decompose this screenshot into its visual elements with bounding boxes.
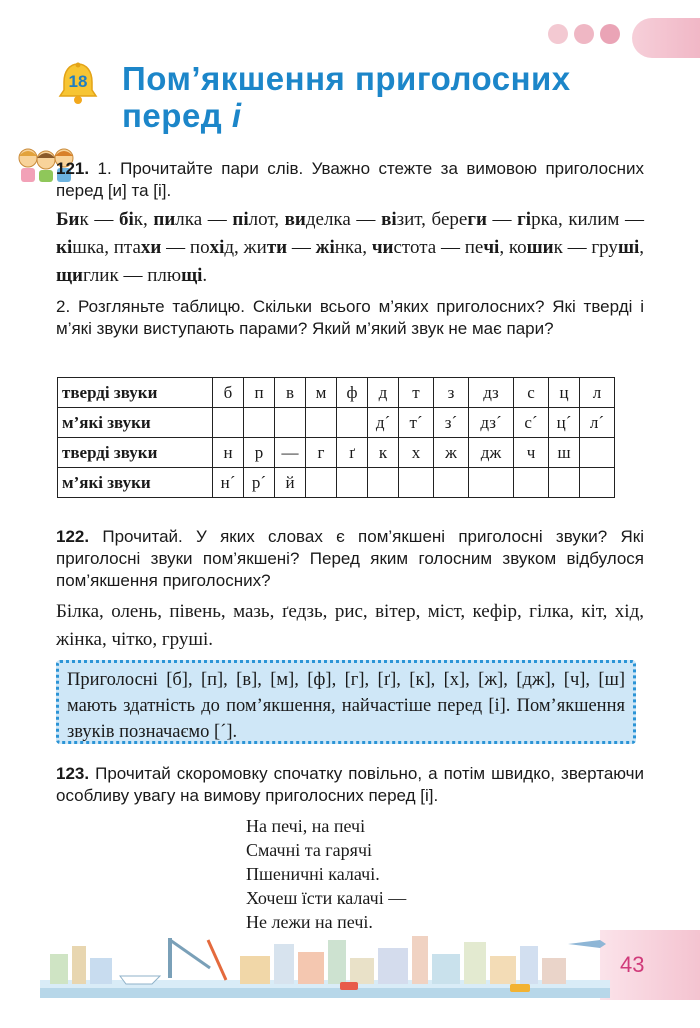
decorative-band	[600, 930, 700, 1000]
table-cell: ш	[549, 438, 580, 468]
table-cell: л	[580, 378, 615, 408]
table-cell: п	[244, 378, 275, 408]
table-cell: р´	[244, 468, 275, 498]
table-cell: дз	[469, 378, 514, 408]
table-cell	[580, 438, 615, 468]
table-cell	[469, 468, 514, 498]
table-row	[58, 468, 615, 498]
table-cell: н	[213, 438, 244, 468]
table-cell: дз´	[469, 408, 514, 438]
decorative-tab	[632, 18, 700, 58]
poem-line: Хочеш їсти калачі —	[246, 888, 407, 908]
exercise-122-words: Білка, олень, півень, мазь, ґедзь, рис, вітер, міст, кефір, гілка, кіт, хід, жінка, чітко, груші.	[56, 601, 644, 650]
table-cell	[275, 408, 306, 438]
decor-dot	[574, 24, 594, 44]
table-cell	[306, 468, 337, 498]
table-cell: дж	[469, 438, 514, 468]
table-cell: —	[275, 438, 306, 468]
table-cell: ч	[514, 438, 549, 468]
lesson-title-line1: Пом’якшення приголосних	[122, 60, 571, 97]
decor-dot	[548, 24, 568, 44]
poem-line: Пшеничні калачі.	[246, 864, 380, 884]
table-cell: с	[514, 378, 549, 408]
page-number: 43	[620, 952, 645, 977]
table-row-header: тверді звуки	[58, 438, 213, 468]
table-cell	[244, 408, 275, 438]
title-prefix: перед	[122, 97, 232, 134]
table-cell	[213, 408, 244, 438]
table-cell	[434, 468, 469, 498]
table-cell	[580, 468, 615, 498]
table-cell	[306, 408, 337, 438]
table-cell: с´	[514, 408, 549, 438]
exercise-121-task	[56, 158, 644, 202]
table-cell: р	[244, 438, 275, 468]
exercise-121-words: Бик — бік, пилка — пілот, виделка — візит, береги — гірка, килим — кішка, птахи — похід, жити — жінка, чистота — печі, кошик — груші, щиглик — плющі.	[56, 209, 645, 286]
table-cell	[368, 468, 399, 498]
title-letter: і	[231, 97, 242, 134]
table-cell: з´	[434, 408, 469, 438]
table-cell: ц´	[549, 408, 580, 438]
exercise-text: 1. Прочитайте пари слів. Уважно стежте за вимовою приголосних перед [и] та [і].	[56, 159, 644, 200]
exercise-122-task	[56, 526, 644, 592]
lesson-title	[122, 60, 662, 134]
table-row	[58, 378, 615, 408]
table-cell: ц	[549, 378, 580, 408]
exercise-number: 121.	[56, 159, 90, 178]
rule-box: Приголосні [б], [п], [в], [м], [ф], [г], [ґ], [к], [х], [ж], [дж], [ч], [ш] мають здатність до пом’якшення, найчастіше перед [і]. Пом’якшення звуків позначаємо [´].	[56, 660, 636, 744]
table-cell	[399, 468, 434, 498]
table-cell: м	[306, 378, 337, 408]
exercise-123-task	[56, 763, 644, 807]
exercise-text: Прочитай скоромовку спочатку повільно, а потім швидко, звертаючи особливу увагу на вимову приголосних перед [і].	[56, 764, 644, 805]
sounds-table	[57, 377, 615, 498]
lesson-number: 18	[68, 72, 88, 91]
table-cell	[337, 408, 368, 438]
table-cell: в	[275, 378, 306, 408]
poem-line: Не лежи на печі.	[246, 912, 373, 932]
city-illustration	[40, 928, 610, 998]
table-cell	[337, 468, 368, 498]
table-cell: д´	[368, 408, 399, 438]
tongue-twister	[246, 814, 406, 934]
lesson-title-line2	[122, 97, 662, 134]
table-cell: г	[306, 438, 337, 468]
decorative-dots	[548, 24, 620, 44]
table-cell: б	[213, 378, 244, 408]
table-row-header: м’які звуки	[58, 468, 213, 498]
table-cell: л´	[580, 408, 615, 438]
table-cell	[514, 468, 549, 498]
poem-line: На печі, на печі	[246, 816, 366, 836]
table-row-header: тверді звуки	[58, 378, 213, 408]
poem-line: Смачні та гарячі	[246, 840, 373, 860]
table-row-header: м’які звуки	[58, 408, 213, 438]
table-cell: т	[399, 378, 434, 408]
decor-dot	[600, 24, 620, 44]
table-cell: к	[368, 438, 399, 468]
table-cell: ґ	[337, 438, 368, 468]
table-cell: ж	[434, 438, 469, 468]
table-cell: з	[434, 378, 469, 408]
exercise-text: Прочитай. У яких словах є пом’якшені приголосні звуки? Які приголосні звуки пом’якшені? Перед яким голосним звуком відбулося пом’якшення приголосних?	[56, 527, 644, 590]
table-cell: ф	[337, 378, 368, 408]
exercise-number: 122.	[56, 527, 90, 546]
table-cell: х	[399, 438, 434, 468]
exercise-number: 123.	[56, 764, 90, 783]
exercise-121-task2: 2. Розгляньте таблицю. Скільки всього м’яких приголосних? Які тверді і м’які звуки виступають парами? Який м’який звук не має пари?	[56, 297, 644, 338]
table-row	[58, 438, 615, 468]
table-cell	[549, 468, 580, 498]
table-cell: н´	[213, 468, 244, 498]
table-row	[58, 408, 615, 438]
table-cell: д	[368, 378, 399, 408]
table-cell: т´	[399, 408, 434, 438]
table-cell: й	[275, 468, 306, 498]
